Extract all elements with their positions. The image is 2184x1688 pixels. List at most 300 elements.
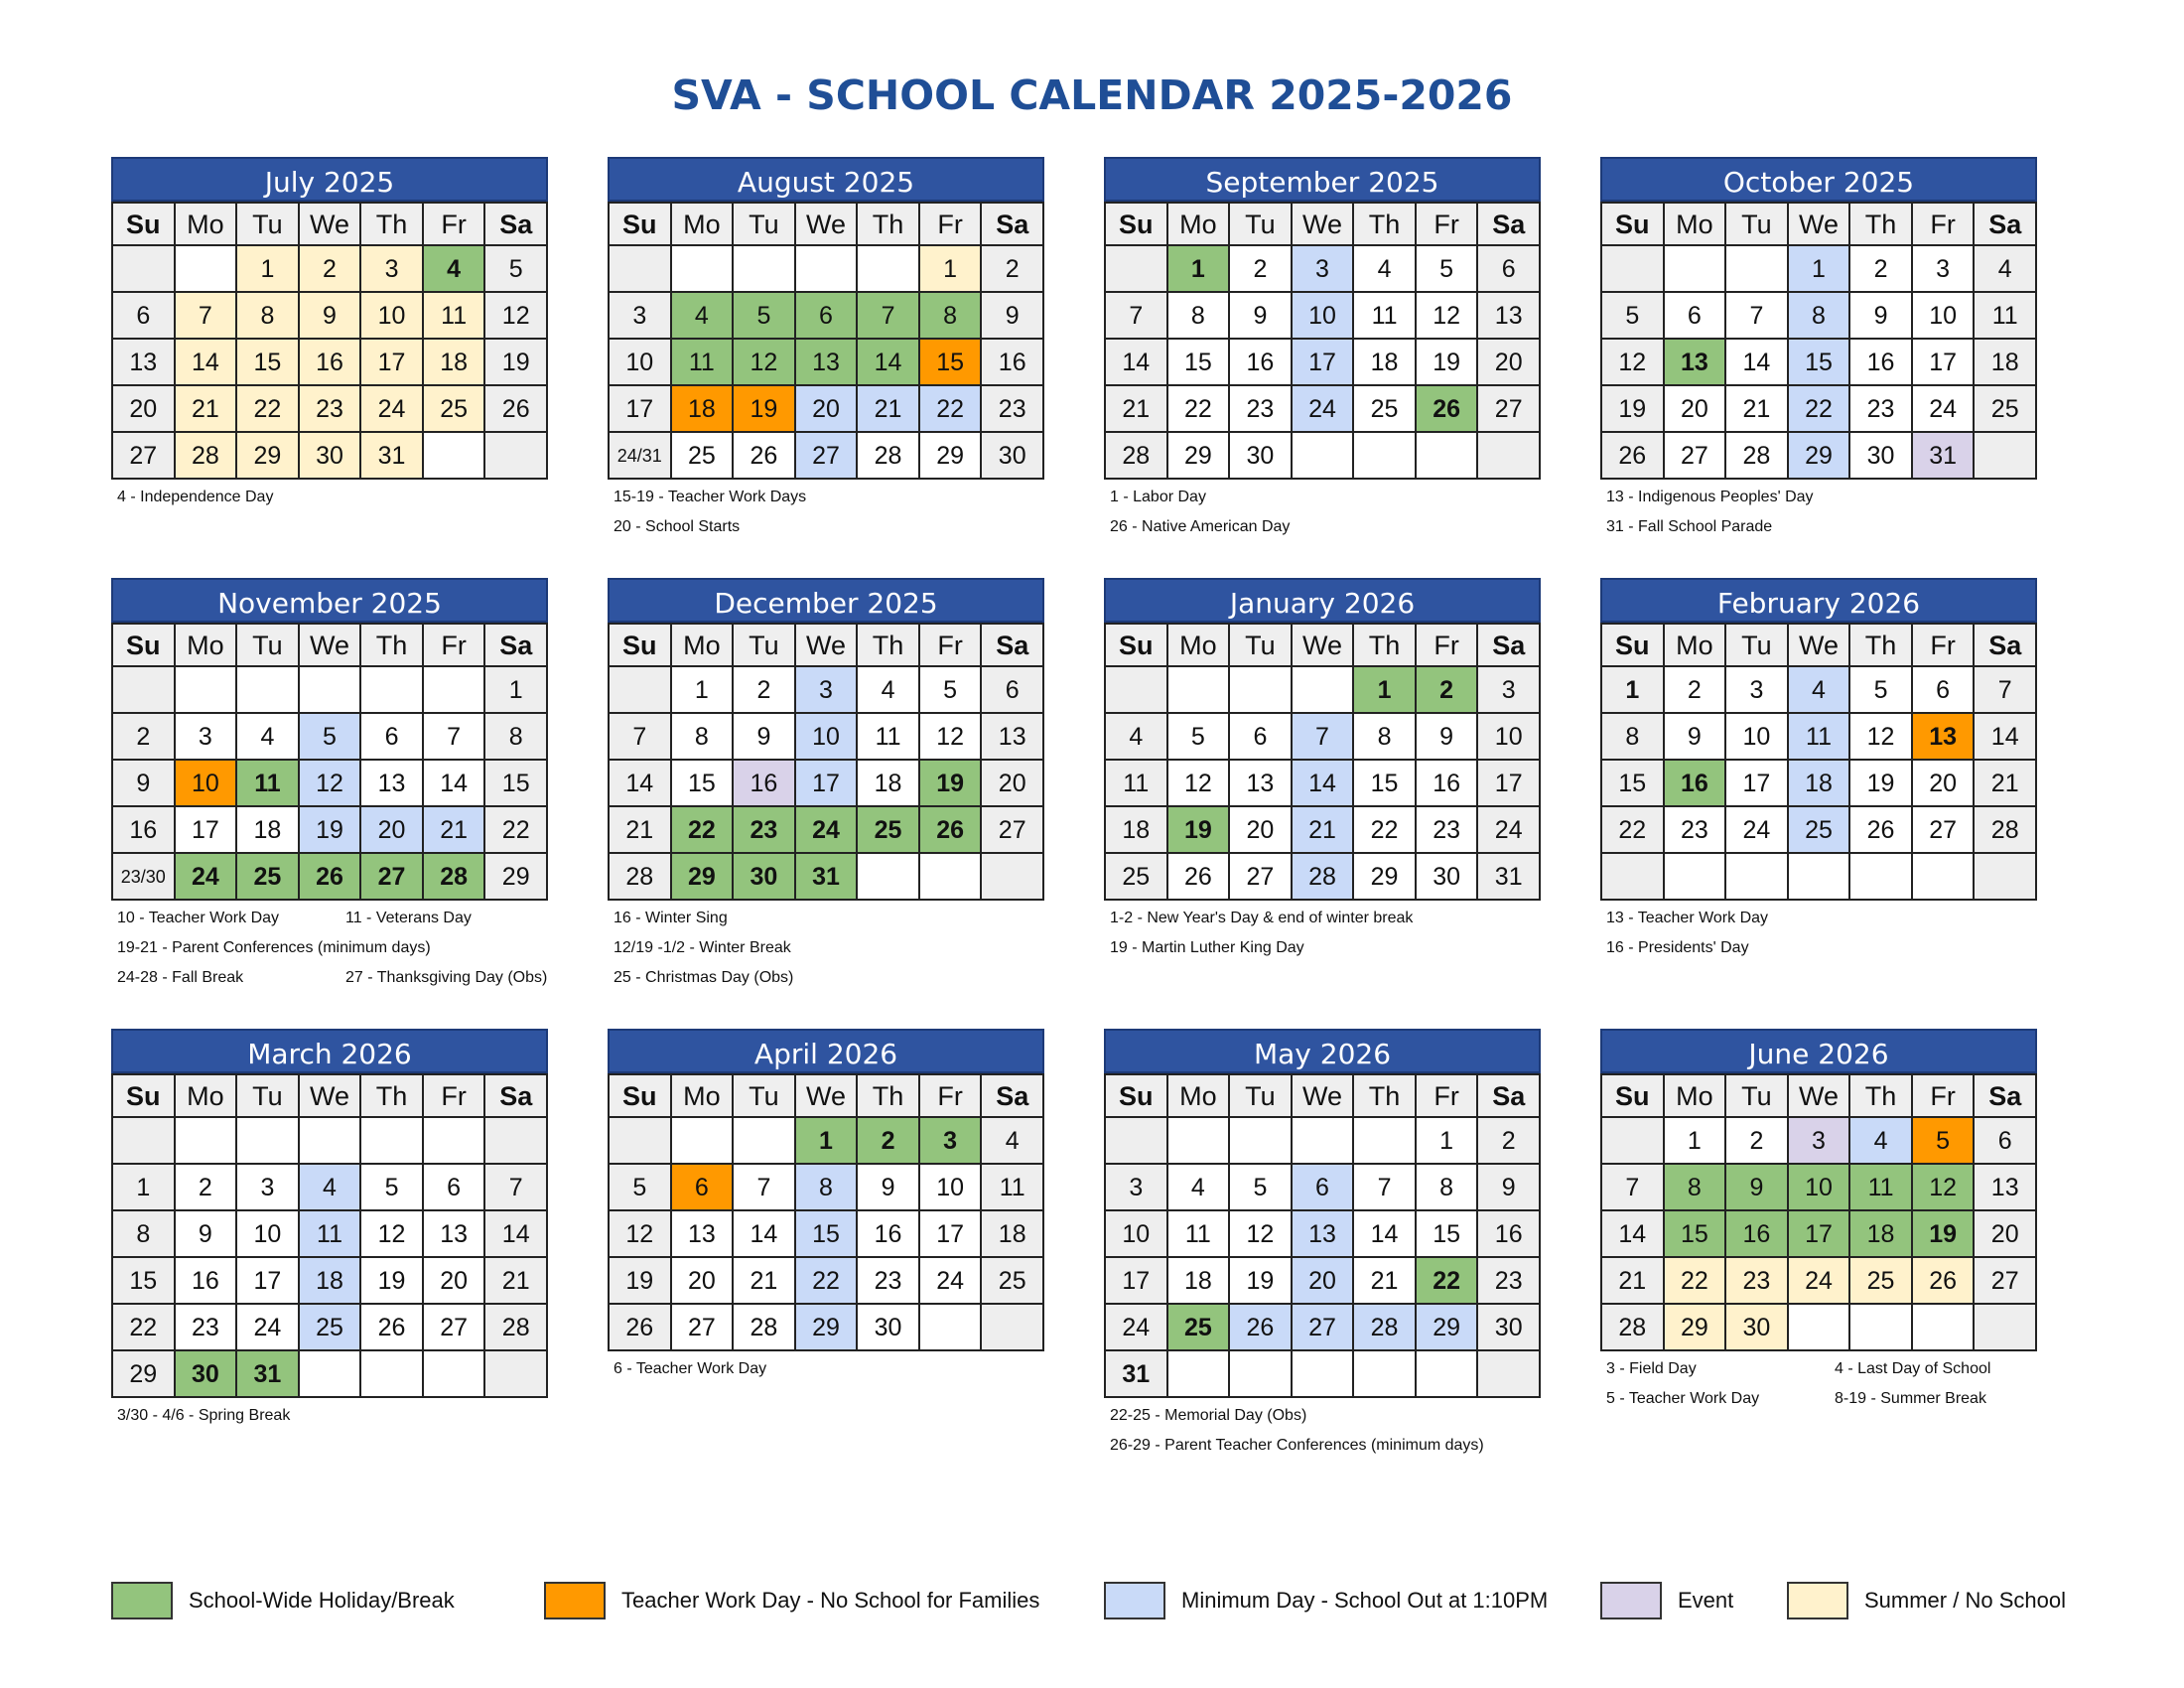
day-cell: 19 [610, 1258, 672, 1305]
note-line [117, 963, 548, 993]
day-cell: 2 [1726, 1118, 1789, 1165]
day-cell: 31 [796, 854, 859, 901]
month-notes [1110, 1401, 1484, 1461]
weekday-header: Fr [1417, 625, 1479, 667]
day-cell: 1 [485, 667, 548, 714]
weekday-header: We [796, 625, 859, 667]
day-cell: 9 [1417, 714, 1479, 761]
day-cell: 22 [672, 807, 735, 854]
day-cell: 30 [734, 854, 796, 901]
weekday-header: Fr [920, 204, 983, 246]
empty-cell [610, 667, 672, 714]
day-cell: 13 [982, 714, 1044, 761]
day-cell: 27 [424, 1305, 486, 1351]
day-cell: 19 [300, 807, 362, 854]
day-cell: 14 [1975, 714, 2037, 761]
day-cell: 24 [1789, 1258, 1851, 1305]
day-cell: 3 [1913, 246, 1976, 293]
day-cell: 8 [1168, 293, 1231, 340]
note-text: 1 - Labor Day [1110, 489, 1206, 505]
weekday-header: Sa [485, 1075, 548, 1118]
day-cell: 2 [734, 667, 796, 714]
day-cell: 23 [300, 386, 362, 433]
day-cell: 7 [1975, 667, 2037, 714]
note-text: 22-25 - Memorial Day (Obs) [1110, 1407, 1307, 1424]
empty-cell [1168, 1118, 1231, 1165]
day-cell: 25 [1789, 807, 1851, 854]
month-notes [614, 1354, 766, 1384]
day-cell: 1 [1354, 667, 1417, 714]
day-cell: 5 [1602, 293, 1665, 340]
legend-swatch [1600, 1582, 1662, 1619]
day-cell: 18 [1850, 1211, 1913, 1258]
day-cell: 26 [485, 386, 548, 433]
day-cell: 16 [858, 1211, 920, 1258]
day-cell: 30 [1478, 1305, 1541, 1351]
day-cell: 11 [424, 293, 486, 340]
empty-cell [734, 1118, 796, 1165]
weekday-header: Tu [237, 204, 300, 246]
legend-swatch [1104, 1582, 1165, 1619]
weekday-header: We [1293, 1075, 1355, 1118]
day-cell: 26 [361, 1305, 424, 1351]
day-cell: 17 [1789, 1211, 1851, 1258]
month-notes [1606, 1354, 1991, 1414]
day-cell: 16 [1850, 340, 1913, 386]
note-line [1110, 904, 1413, 933]
day-cell: 7 [734, 1165, 796, 1211]
day-cell: 9 [176, 1211, 238, 1258]
empty-cell [1665, 854, 1727, 901]
day-cell: 12 [300, 761, 362, 807]
weekday-header: Fr [920, 625, 983, 667]
month-november-2025 [111, 578, 548, 901]
legend-swatch [111, 1582, 173, 1619]
day-cell: 28 [176, 433, 238, 480]
day-cell: 18 [237, 807, 300, 854]
empty-cell [300, 1351, 362, 1398]
day-cell: 12 [485, 293, 548, 340]
day-cell: 26 [920, 807, 983, 854]
day-cell: 13 [361, 761, 424, 807]
weekday-header: Sa [982, 625, 1044, 667]
day-cell: 25 [237, 854, 300, 901]
day-cell: 21 [485, 1258, 548, 1305]
weekday-header: Th [1354, 625, 1417, 667]
empty-cell [113, 667, 176, 714]
day-cell: 23 [176, 1305, 238, 1351]
day-cell: 31 [237, 1351, 300, 1398]
empty-cell [1293, 1351, 1355, 1398]
day-cell: 29 [113, 1351, 176, 1398]
day-cell: 11 [300, 1211, 362, 1258]
day-cell: 21 [1975, 761, 2037, 807]
note-line [614, 904, 793, 933]
day-cell: 18 [424, 340, 486, 386]
day-cell: 26 [610, 1305, 672, 1351]
month-may-2026 [1104, 1029, 1541, 1398]
empty-cell [485, 433, 548, 480]
empty-cell [1913, 1305, 1976, 1351]
note-text: 16 - Presidents' Day [1606, 939, 1749, 956]
day-cell: 25 [1850, 1258, 1913, 1305]
weekday-header: Tu [734, 625, 796, 667]
day-cell: 14 [1106, 340, 1168, 386]
weekday-header: Sa [1478, 625, 1541, 667]
day-cell: 19 [1602, 386, 1665, 433]
day-cell: 21 [424, 807, 486, 854]
weekday-header: Su [113, 204, 176, 246]
day-cell: 5 [1230, 1165, 1293, 1211]
day-cell: 17 [1293, 340, 1355, 386]
day-cell: 2 [1478, 1118, 1541, 1165]
empty-cell [113, 246, 176, 293]
day-cell: 1 [237, 246, 300, 293]
legend-item [544, 1581, 1039, 1620]
day-cell: 21 [1293, 807, 1355, 854]
note-line [614, 1354, 766, 1384]
day-cell: 27 [1478, 386, 1541, 433]
month-grid [111, 623, 548, 901]
note-line [1110, 1401, 1484, 1431]
empty-cell [1726, 246, 1789, 293]
day-cell: 12 [1168, 761, 1231, 807]
note-text: 16 - Winter Sing [614, 910, 728, 926]
month-title: October 2025 [1600, 157, 2037, 202]
weekday-header: Su [1106, 625, 1168, 667]
day-cell: 25 [858, 807, 920, 854]
note-text: 1-2 - New Year's Day & end of winter break [1110, 910, 1414, 926]
day-cell: 28 [734, 1305, 796, 1351]
day-cell: 19 [1913, 1211, 1976, 1258]
month-february-2026 [1600, 578, 2037, 901]
weekday-header: Mo [176, 1075, 238, 1118]
day-cell: 21 [1354, 1258, 1417, 1305]
day-cell: 25 [982, 1258, 1044, 1305]
empty-cell [1726, 854, 1789, 901]
day-cell: 27 [1230, 854, 1293, 901]
day-cell: 8 [113, 1211, 176, 1258]
note-text: 4 - Last Day of School [1835, 1360, 1991, 1377]
day-cell: 18 [1789, 761, 1851, 807]
day-cell: 19 [1850, 761, 1913, 807]
day-cell: 10 [237, 1211, 300, 1258]
day-cell: 22 [237, 386, 300, 433]
month-notes [1110, 904, 1413, 963]
day-cell: 27 [361, 854, 424, 901]
day-cell: 28 [610, 854, 672, 901]
day-cell: 7 [1354, 1165, 1417, 1211]
day-cell: 19 [1417, 340, 1479, 386]
weekday-header: Tu [237, 625, 300, 667]
weekday-header: Th [361, 1075, 424, 1118]
day-cell: 17 [1913, 340, 1976, 386]
month-grid [111, 202, 548, 480]
month-title: January 2026 [1104, 578, 1541, 623]
day-cell: 21 [734, 1258, 796, 1305]
day-cell: 6 [113, 293, 176, 340]
day-cell: 21 [1106, 386, 1168, 433]
day-cell: 3 [176, 714, 238, 761]
day-cell: 2 [1850, 246, 1913, 293]
day-cell: 10 [1478, 714, 1541, 761]
day-cell: 10 [920, 1165, 983, 1211]
month-grid [1104, 623, 1541, 901]
empty-cell [982, 854, 1044, 901]
day-cell: 1 [113, 1165, 176, 1211]
day-cell: 29 [485, 854, 548, 901]
note-text: 24-28 - Fall Break [117, 969, 244, 986]
day-cell: 3 [1293, 246, 1355, 293]
day-cell: 13 [1230, 761, 1293, 807]
day-cell: 8 [1602, 714, 1665, 761]
weekday-header: Mo [1168, 625, 1231, 667]
note-line [1606, 933, 1768, 963]
weekday-header: Sa [1975, 625, 2037, 667]
day-cell: 4 [1106, 714, 1168, 761]
day-cell: 28 [1726, 433, 1789, 480]
weekday-header: We [1293, 625, 1355, 667]
empty-cell [858, 246, 920, 293]
empty-cell [1602, 854, 1665, 901]
day-cell: 23 [1230, 386, 1293, 433]
weekday-header: Tu [1726, 1075, 1789, 1118]
day-cell: 21 [610, 807, 672, 854]
day-cell: 15 [672, 761, 735, 807]
day-cell: 5 [734, 293, 796, 340]
day-cell: 26 [1417, 386, 1479, 433]
day-cell: 11 [1106, 761, 1168, 807]
day-cell: 18 [1354, 340, 1417, 386]
month-notes [614, 904, 793, 993]
day-cell: 16 [982, 340, 1044, 386]
day-cell: 14 [1726, 340, 1789, 386]
day-cell: 27 [1913, 807, 1976, 854]
weekday-header: Mo [1168, 1075, 1231, 1118]
day-cell: 24 [1726, 807, 1789, 854]
day-cell: 17 [361, 340, 424, 386]
weekday-header: Sa [1478, 1075, 1541, 1118]
weekday-header: Su [1106, 204, 1168, 246]
note-line [1110, 1431, 1484, 1461]
empty-cell [1975, 854, 2037, 901]
day-cell: 27 [1293, 1305, 1355, 1351]
day-cell: 13 [1293, 1211, 1355, 1258]
empty-cell [610, 246, 672, 293]
day-cell: 29 [1665, 1305, 1727, 1351]
day-cell: 3 [1726, 667, 1789, 714]
day-cell: 11 [1975, 293, 2037, 340]
day-cell: 25 [1106, 854, 1168, 901]
empty-cell: 24/31 [610, 433, 672, 480]
day-cell: 17 [610, 386, 672, 433]
note-line [1606, 483, 1814, 512]
empty-cell [1168, 667, 1231, 714]
day-cell: 24 [1478, 807, 1541, 854]
day-cell: 19 [485, 340, 548, 386]
day-cell: 12 [610, 1211, 672, 1258]
day-cell: 26 [1230, 1305, 1293, 1351]
weekday-header: Th [1850, 204, 1913, 246]
month-grid [1104, 202, 1541, 480]
empty-cell [237, 667, 300, 714]
weekday-header: Fr [1913, 204, 1976, 246]
day-cell: 14 [176, 340, 238, 386]
day-cell: 24 [1293, 386, 1355, 433]
day-cell: 9 [734, 714, 796, 761]
weekday-header: Tu [1230, 1075, 1293, 1118]
month-grid [1600, 202, 2037, 480]
legend-item [1600, 1581, 1733, 1620]
weekday-header: We [1293, 204, 1355, 246]
day-cell: 18 [1168, 1258, 1231, 1305]
weekday-header: Tu [734, 204, 796, 246]
legend-item [1104, 1581, 1548, 1620]
day-cell: 18 [1975, 340, 2037, 386]
month-title: June 2026 [1600, 1029, 2037, 1073]
day-cell: 8 [1417, 1165, 1479, 1211]
day-cell: 22 [113, 1305, 176, 1351]
day-cell: 6 [796, 293, 859, 340]
empty-cell [424, 433, 486, 480]
day-cell: 20 [424, 1258, 486, 1305]
note-text: 12/19 -1/2 - Winter Break [614, 939, 791, 956]
day-cell: 26 [300, 854, 362, 901]
day-cell: 7 [1106, 293, 1168, 340]
day-cell: 3 [361, 246, 424, 293]
day-cell: 5 [1417, 246, 1479, 293]
day-cell: 14 [485, 1211, 548, 1258]
day-cell: 21 [1726, 386, 1789, 433]
weekday-header: Mo [176, 204, 238, 246]
day-cell: 20 [1478, 340, 1541, 386]
day-cell: 2 [113, 714, 176, 761]
weekday-header: Su [610, 1075, 672, 1118]
note-text: 13 - Teacher Work Day [1606, 910, 1769, 926]
day-cell: 27 [796, 433, 859, 480]
empty-cell [1789, 854, 1851, 901]
weekday-header: Fr [1913, 625, 1976, 667]
day-cell: 5 [485, 246, 548, 293]
day-cell: 10 [1726, 714, 1789, 761]
weekday-header: Sa [485, 625, 548, 667]
empty-cell [920, 854, 983, 901]
month-january-2026 [1104, 578, 1541, 901]
empty-cell [1230, 1351, 1293, 1398]
month-december-2025 [608, 578, 1044, 901]
note-text: 3 - Field Day [1606, 1360, 1697, 1377]
weekday-header: Fr [424, 625, 486, 667]
day-cell: 26 [734, 433, 796, 480]
weekday-header: We [1789, 204, 1851, 246]
empty-cell [1106, 1118, 1168, 1165]
note-text: 8-19 - Summer Break [1835, 1390, 1986, 1407]
day-cell: 17 [1106, 1258, 1168, 1305]
day-cell: 5 [1913, 1118, 1976, 1165]
day-cell: 20 [672, 1258, 735, 1305]
empty-cell [237, 1118, 300, 1165]
day-cell: 9 [113, 761, 176, 807]
day-cell: 10 [1789, 1165, 1851, 1211]
day-cell: 27 [113, 433, 176, 480]
day-cell: 15 [1602, 761, 1665, 807]
day-cell: 6 [1478, 246, 1541, 293]
day-cell: 10 [176, 761, 238, 807]
empty-cell [672, 246, 735, 293]
month-title: September 2025 [1104, 157, 1541, 202]
day-cell: 7 [176, 293, 238, 340]
day-cell: 10 [361, 293, 424, 340]
empty-cell [1168, 1351, 1231, 1398]
weekday-header: Fr [1417, 1075, 1479, 1118]
month-notes [117, 904, 548, 993]
weekday-header: Th [1354, 1075, 1417, 1118]
day-cell: 28 [485, 1305, 548, 1351]
empty-cell [672, 1118, 735, 1165]
day-cell: 3 [1106, 1165, 1168, 1211]
day-cell: 28 [1975, 807, 2037, 854]
day-cell: 19 [1168, 807, 1231, 854]
day-cell: 15 [1665, 1211, 1727, 1258]
day-cell: 9 [300, 293, 362, 340]
day-cell: 27 [1975, 1258, 2037, 1305]
day-cell: 28 [858, 433, 920, 480]
month-september-2025 [1104, 157, 1541, 480]
day-cell: 7 [1293, 714, 1355, 761]
day-cell: 2 [982, 246, 1044, 293]
day-cell: 14 [1293, 761, 1355, 807]
weekday-header: Tu [1726, 625, 1789, 667]
legend-label: Minimum Day - School Out at 1:10PM [1181, 1588, 1549, 1613]
day-cell: 14 [1602, 1211, 1665, 1258]
legend-swatch [544, 1582, 606, 1619]
day-cell: 20 [982, 761, 1044, 807]
day-cell: 10 [1913, 293, 1976, 340]
day-cell: 26 [1602, 433, 1665, 480]
weekday-header: Su [610, 625, 672, 667]
legend-label: Teacher Work Day - No School for Families [621, 1588, 1040, 1613]
day-cell: 6 [361, 714, 424, 761]
note-line [614, 963, 793, 993]
day-cell: 13 [1478, 293, 1541, 340]
day-cell: 30 [176, 1351, 238, 1398]
day-cell: 3 [920, 1118, 983, 1165]
day-cell: 12 [734, 340, 796, 386]
day-cell: 23 [982, 386, 1044, 433]
day-cell: 4 [1975, 246, 2037, 293]
day-cell: 10 [796, 714, 859, 761]
month-grid [608, 202, 1044, 480]
day-cell: 30 [982, 433, 1044, 480]
day-cell: 16 [113, 807, 176, 854]
day-cell: 19 [1230, 1258, 1293, 1305]
day-cell: 30 [300, 433, 362, 480]
day-cell: 25 [672, 433, 735, 480]
note-text: 13 - Indigenous Peoples' Day [1606, 489, 1814, 505]
day-cell: 17 [1726, 761, 1789, 807]
month-july-2025 [111, 157, 548, 480]
empty-cell [610, 1118, 672, 1165]
day-cell: 13 [1913, 714, 1976, 761]
day-cell: 3 [237, 1165, 300, 1211]
weekday-header: Sa [982, 1075, 1044, 1118]
day-cell: 16 [1478, 1211, 1541, 1258]
weekday-header: Mo [672, 204, 735, 246]
day-cell: 28 [1602, 1305, 1665, 1351]
day-cell: 22 [1789, 386, 1851, 433]
day-cell: 4 [1850, 1118, 1913, 1165]
note-text: 15-19 - Teacher Work Days [614, 489, 807, 505]
